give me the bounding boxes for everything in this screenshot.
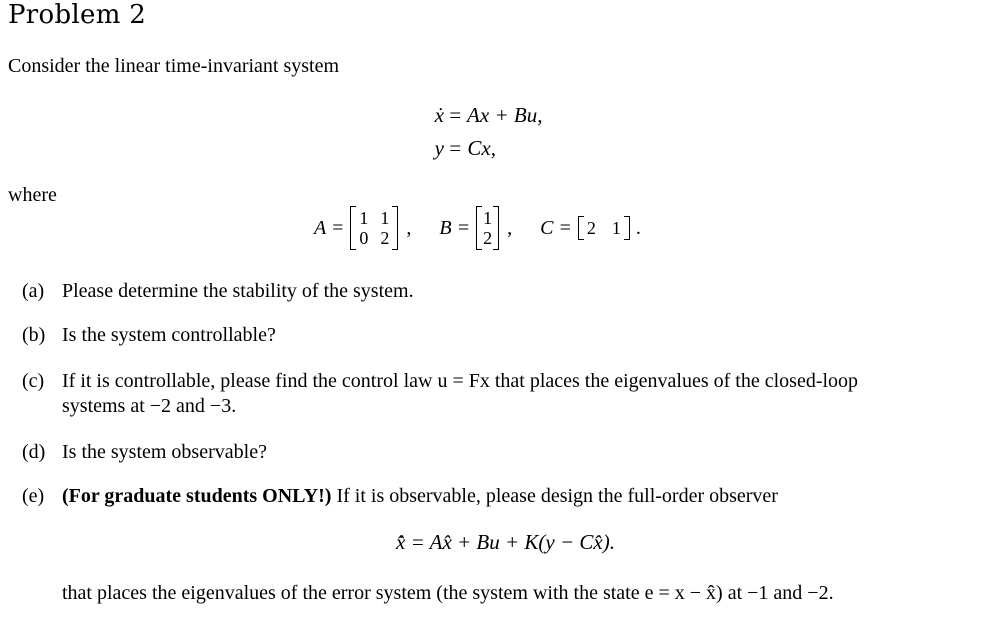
matrix-c-label: C = [540, 216, 572, 239]
output-equation: = Cx, [448, 136, 496, 160]
question-text: Please determine the stability of the system. [62, 280, 414, 302]
question-label: (c) [22, 370, 45, 392]
question-label: (e) [22, 485, 45, 507]
question-text: Is the system observable? [62, 441, 267, 463]
where-text: where [8, 184, 57, 206]
intro-text: Consider the linear time-invariant system [8, 55, 340, 77]
observer-equation: x̂̇ = Ax̂ + Bu + K(y − Cx̂). [396, 530, 615, 554]
matrix-separator: , [507, 216, 513, 239]
matrix-b-entry: 2 [483, 228, 493, 248]
matrix-c-entry: 2 [586, 218, 596, 238]
question-text: If it is observable, please design the full-order observer [331, 485, 778, 507]
matrix-period: . [635, 216, 641, 239]
matrix-a-label: A = [314, 216, 345, 239]
matrix-a [350, 206, 398, 250]
question-text: Is the system controllable? [62, 324, 276, 346]
question-text-continued: systems at −2 and −3. [62, 395, 237, 417]
matrix-c-entry: 1 [611, 218, 621, 238]
matrix-b-label: B = [439, 216, 471, 239]
matrix-separator: , [406, 216, 412, 239]
matrix-a-entry: 1 [380, 208, 390, 228]
matrix-a-entry: 1 [359, 208, 369, 228]
system-equations [420, 99, 542, 165]
matrix-a-entry: 2 [380, 228, 390, 248]
question-text-line [62, 485, 778, 508]
state-derivative: ẋ [434, 103, 444, 127]
matrix-a-entry: 0 [359, 228, 369, 248]
question-a [0, 280, 1005, 304]
question-label: (d) [22, 441, 46, 463]
matrix-b [476, 206, 499, 250]
matrix-b-entry: 1 [483, 208, 493, 228]
question-b [0, 324, 1005, 348]
closing-text: that places the eigenvalues of the error system (the system with the state e = x − x̂) at −1 and −2. [62, 582, 834, 604]
graduate-only-note: (For graduate students ONLY!) [62, 485, 332, 507]
matrix-definitions [314, 203, 641, 253]
question-e [0, 485, 1005, 509]
question-text: If it is controllable, please find the control law u = Fx that places the eigenvalues of the closed-loop [62, 370, 859, 392]
question-label: (b) [22, 324, 46, 346]
question-c [0, 370, 1005, 420]
question-d [0, 441, 1005, 465]
question-label: (a) [22, 280, 45, 302]
output-variable: y [434, 136, 444, 160]
page-title: Problem 2 [8, 0, 147, 30]
matrix-c [578, 216, 630, 240]
state-equation: = Ax + Bu, [448, 103, 543, 127]
